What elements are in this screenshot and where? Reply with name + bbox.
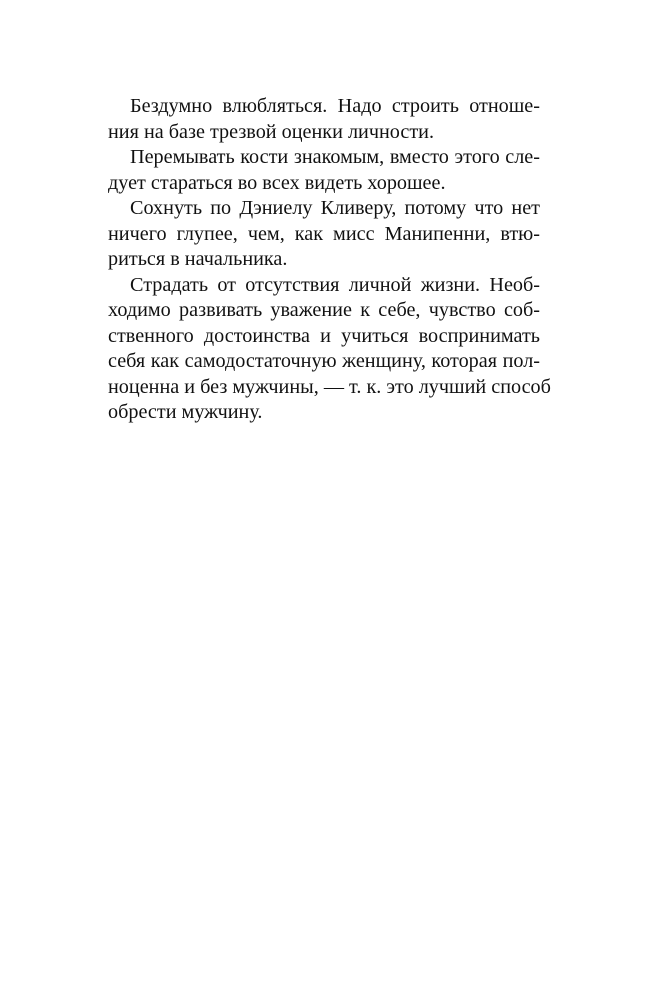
paragraph-3 [108, 196, 540, 273]
paragraph-2 [108, 145, 540, 196]
text-line: Страдать от отсутствия личной жизни. Необ- [130, 273, 540, 296]
text-line: ходимо развивать уважение к себе, чувство соб- [108, 299, 540, 321]
text-line: Бездумно влюбляться. Надо строить отноше- [130, 95, 540, 117]
text-line: ственного достоинства и учиться воспринимать [108, 324, 540, 347]
text-line: ноценна и без мужчины, — т. к. это лучший способ [108, 375, 551, 398]
text-line: ния на базе трезвой оценки личности. [108, 120, 435, 143]
text-line: дует стараться во всех видеть хорошее. [108, 171, 446, 194]
text-line: риться в начальника. [108, 248, 288, 270]
paragraph-4 [108, 273, 551, 426]
body-text [108, 94, 551, 426]
text-line: обрести мужчину. [108, 401, 263, 423]
text-line: ничего глупее, чем, как мисс Манипенни, втю- [108, 222, 540, 245]
paragraph-1 [108, 94, 540, 145]
text-line: Перемывать кости знакомым, вместо этого сле- [130, 146, 540, 168]
text-line: Сохнуть по Дэниелу Кливеру, потому что нет [130, 197, 540, 219]
text-line: себя как самодостаточную женщину, которая пол- [108, 350, 540, 372]
